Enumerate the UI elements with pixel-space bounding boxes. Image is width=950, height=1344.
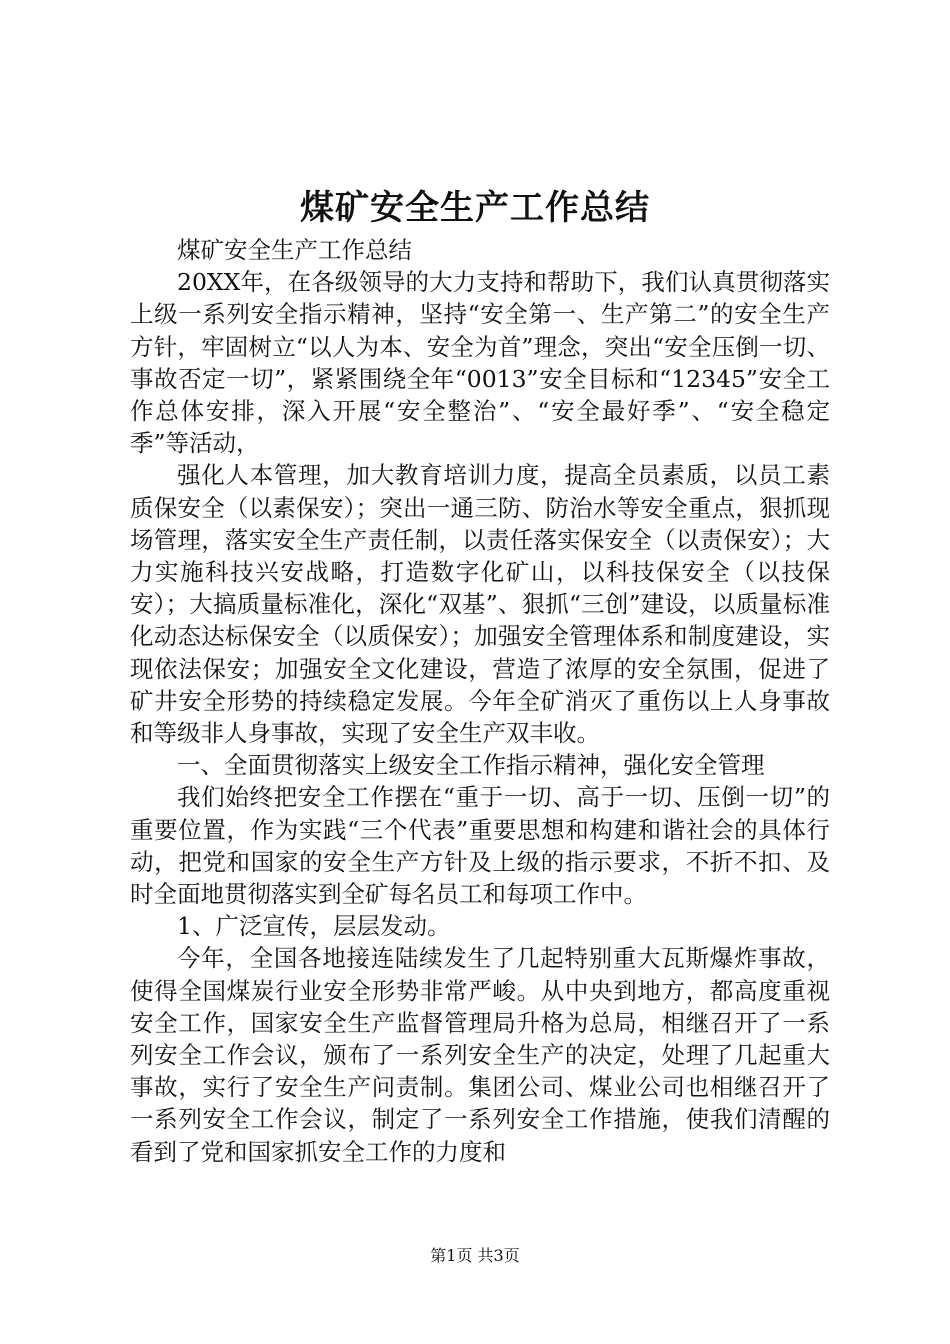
subsection-heading-1: 1、广泛宣传，层层发动。 [177,912,451,941]
paragraph-management: 强化人本管理，加大教育培训力度，提高全员素质，以员工素质保安全（以素保安）；突出一通三防、防治水等安全重点，狠抓现场管理，落实安全生产责任制，以责任落实保安全（以责保安）；大力实施科技兴安战略，打造数字化矿山，以科技保安全（以技保安）；大搞质量标准化，深化“双基”、狠抓“三创”建设，以质量标准化动态达标保安全（以质保安）；加强安全管理体系和制度建设，实现依法保安；加强安全文化建设，营造了浓厚的安全氛围，促进了矿井安全形势的持续稳定发展。今年全矿消灭了重伤以上人身事故和等级非人身事故，实现了安全生产双丰收。 [130,461,830,748]
document-body [130,234,830,1168]
document-title: 煤矿安全生产工作总结 [300,188,650,228]
paragraph-subsection-1: 今年，全国各地接连陆续发生了几起特别重大瓦斯爆炸事故，使得全国煤炭行业安全形势非常严峻。从中央到地方，都高度重视安全工作，国家安全生产监督管理局升格为总局，相继召开了一系列安全工作会议，颁布了一系列安全生产的决定，处理了几起重大事故，实行了安全生产问责制。集团公司、煤业公司也相继召开了一系列安全工作会议，制定了一系列安全工作措施，使我们清醒的看到了党和国家抓安全工作的力度和 [130,944,830,1166]
paragraph-subtitle: 煤矿安全生产工作总结 [177,236,412,264]
section-heading-1: 一、全面贯彻落实上级安全工作指示精神，强化安全管理 [177,751,765,780]
paragraph-section-1: 我们始终把安全工作摆在“重于一切、高于一切、压倒一切”的重要位置，作为实践“三个代表”重要思想和构建和谐社会的具体行动，把党和国家的安全生产方针及上级的指示要求，不折不扣、及时全面地贯彻落实到全矿每名员工和每项工作中。 [130,783,830,909]
page-number-footer: 第1页 共3页 [430,1246,520,1265]
paragraph-intro: 20XX年，在各级领导的大力支持和帮助下，我们认真贯彻落实上级一系列安全指示精神，坚持“安全第一、生产第二”的安全生产方针，牢固树立“以人为本、安全为首”理念，突出“安全压倒一切、事故否定一切”，紧紧围绕全年“0013”安全目标和“12345”安全工作总体安排，深入开展“安全整治”、“安全最好季”、“安全稳定季”等活动， [130,268,830,458]
